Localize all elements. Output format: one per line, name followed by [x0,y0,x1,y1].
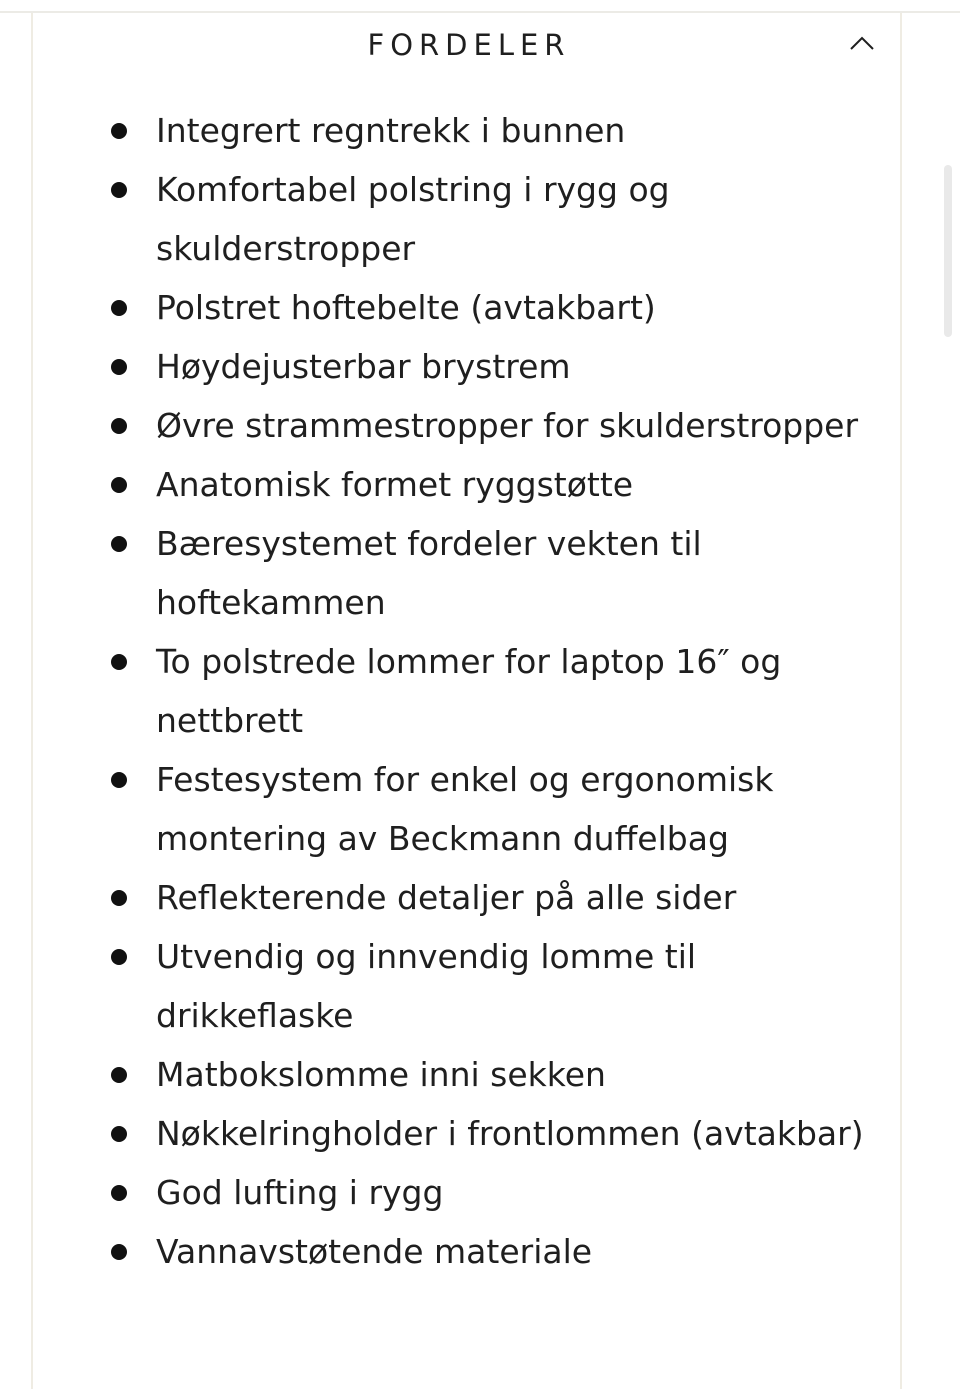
list-item-text: Reflekterende detaljer på alle sider [156,878,737,917]
bullet-icon [111,654,127,670]
bullet-icon [111,1126,127,1142]
list-item-text: God lufting i rygg [156,1173,444,1212]
list-item [33,278,900,337]
list-item-text: Polstret hoftebelte (avtakbart) [156,288,656,327]
bullet-icon [111,1244,127,1260]
accordion-header[interactable] [33,13,900,75]
chevron-up-icon[interactable] [847,31,877,55]
list-item [33,514,900,632]
bullet-icon [111,536,127,552]
list-item-text: Vannavstøtende materiale [156,1232,593,1271]
bullet-icon [111,182,127,198]
list-item-text: To polstrede lommer for laptop 16″ og nettbrett [156,642,782,740]
bullet-icon [111,359,127,375]
bullet-icon [111,300,127,316]
bullet-icon [111,1067,127,1083]
bullet-icon [111,949,127,965]
list-item-text: Nøkkelringholder i frontlommen (avtakbar) [156,1114,864,1153]
bullet-icon [111,890,127,906]
list-item-text: Festesystem for enkel og ergonomisk montering av Beckmann duffelbag [156,760,774,858]
list-item-text: Bæresystemet fordeler vekten til hoftekammen [156,524,702,622]
accordion-panel [31,13,902,1389]
list-item [33,1045,900,1104]
list-item-text: Utvendig og innvendig lomme til drikkeflaske [156,937,697,1035]
feature-list [33,101,900,1281]
bullet-icon [111,418,127,434]
bullet-icon [111,772,127,788]
bullet-icon [111,1185,127,1201]
list-item [33,455,900,514]
section-title: FORDELER [367,28,571,62]
list-item [33,632,900,750]
list-item [33,1104,900,1163]
list-item-text: Høydejusterbar brystrem [156,347,571,386]
list-item [33,927,900,1045]
bullet-icon [111,477,127,493]
list-item [33,337,900,396]
list-item-text: Matbokslomme inni sekken [156,1055,606,1094]
list-item-text: Komfortabel polstring i rygg og skulderstropper [156,170,670,268]
scrollbar-thumb[interactable] [944,165,952,337]
list-item [33,1222,900,1281]
list-item-text: Integrert regntrekk i bunnen [156,111,626,150]
list-item-text: Anatomisk formet ryggstøtte [156,465,634,504]
list-item-text: Øvre strammestropper for skulderstropper [156,406,859,445]
bullet-icon [111,123,127,139]
list-item [33,160,900,278]
list-item [33,396,900,455]
list-item [33,101,900,160]
list-item [33,750,900,868]
list-item [33,1163,900,1222]
list-item [33,868,900,927]
